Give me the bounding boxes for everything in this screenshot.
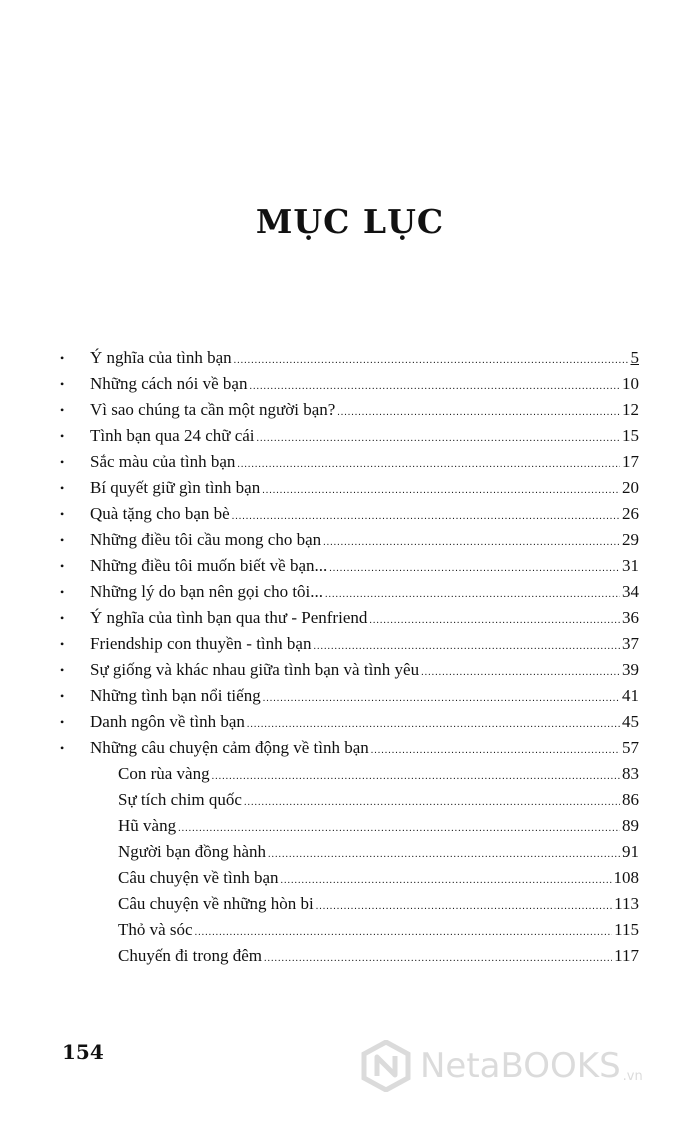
toc-entry-label: Những điều tôi cầu mong cho bạn bbox=[90, 530, 322, 549]
toc-entry-page: 57 bbox=[622, 738, 639, 757]
toc-subentry-page: 115 bbox=[614, 920, 639, 939]
bullet: • bbox=[60, 455, 65, 469]
toc-entry-page: 34 bbox=[622, 582, 639, 601]
toc-entry-page: 31 bbox=[622, 556, 639, 575]
toc-entry[interactable] bbox=[0, 657, 639, 683]
bullet: • bbox=[60, 689, 65, 703]
toc-entry-page: 5 bbox=[630, 348, 639, 367]
toc-subentry[interactable] bbox=[0, 943, 639, 969]
toc-entry-label: Những tình bạn nổi tiếng bbox=[90, 686, 261, 705]
toc-subentry-page: 91 bbox=[622, 842, 639, 861]
toc-entry-page: 26 bbox=[622, 504, 639, 523]
toc-subentry-page: 86 bbox=[622, 790, 639, 809]
toc-entry-label: Sự giống và khác nhau giữa tình bạn và tình yêu bbox=[90, 660, 420, 679]
toc-subentry-label: Người bạn đồng hành bbox=[118, 842, 267, 861]
toc-entry[interactable] bbox=[0, 423, 639, 449]
toc-entry-label: Friendship con thuyền - tình bạn bbox=[90, 634, 312, 653]
toc-subentry[interactable] bbox=[0, 761, 639, 787]
bullet: • bbox=[60, 533, 65, 547]
bullet: • bbox=[60, 585, 65, 599]
toc-entry-label: Danh ngôn về tình bạn bbox=[90, 712, 245, 731]
toc-subentry-label: Hũ vàng bbox=[118, 816, 177, 835]
toc-subentry-label: Câu chuyện về tình bạn bbox=[118, 868, 279, 887]
toc-entry-page: 20 bbox=[622, 478, 639, 497]
bullet: • bbox=[60, 429, 65, 443]
toc-entry-label: Ý nghĩa của tình bạn bbox=[90, 348, 232, 367]
toc-entry[interactable] bbox=[0, 735, 639, 761]
bullet: • bbox=[60, 741, 65, 755]
toc-entry[interactable] bbox=[0, 371, 639, 397]
toc-subentry-page: 113 bbox=[614, 894, 639, 913]
toc-entry-page: 10 bbox=[622, 374, 639, 393]
toc-subentry-label: Câu chuyện về những hòn bi bbox=[118, 894, 314, 913]
toc-entry-label: Ý nghĩa của tình bạn qua thư - Penfriend bbox=[90, 608, 368, 627]
bullet: • bbox=[60, 715, 65, 729]
bullet: • bbox=[60, 663, 65, 677]
toc-entry[interactable] bbox=[0, 345, 639, 371]
toc-entry[interactable] bbox=[0, 605, 639, 631]
toc-entry-page: 17 bbox=[622, 452, 639, 471]
toc-entry-label: Bí quyết giữ gìn tình bạn bbox=[90, 478, 261, 497]
toc-entry-page: 12 bbox=[622, 400, 639, 419]
toc-subentry-page: 117 bbox=[614, 946, 639, 965]
bullet: • bbox=[60, 559, 65, 573]
toc-entry-label: Những cách nói về bạn bbox=[90, 374, 248, 393]
toc-entry-label: Những câu chuyện cảm động về tình bạn bbox=[90, 738, 369, 757]
bullet: • bbox=[60, 351, 65, 365]
toc-entry-page: 39 bbox=[622, 660, 639, 679]
toc-entry-label: Những lý do bạn nên gọi cho tôi... bbox=[90, 582, 324, 601]
toc-subentry-label: Chuyến đi trong đêm bbox=[118, 946, 263, 965]
netabooks-logo-icon bbox=[360, 1040, 412, 1092]
toc-entry-label: Quà tặng cho bạn bè bbox=[90, 504, 230, 523]
toc-entry[interactable] bbox=[0, 527, 639, 553]
toc-entry[interactable] bbox=[0, 631, 639, 657]
toc-entry[interactable] bbox=[0, 501, 639, 527]
toc-entry-page: 36 bbox=[622, 608, 639, 627]
toc-entry[interactable] bbox=[0, 475, 639, 501]
toc-subentry[interactable] bbox=[0, 891, 639, 917]
toc-subentry[interactable] bbox=[0, 787, 639, 813]
toc-subentry-label: Thỏ và sóc bbox=[118, 920, 193, 939]
toc-entry[interactable] bbox=[0, 579, 639, 605]
bullet: • bbox=[60, 507, 65, 521]
watermark bbox=[360, 1040, 643, 1092]
page-number: 154 bbox=[62, 1040, 104, 1064]
watermark-text: NetaBOOKS bbox=[420, 1046, 621, 1086]
bullet: • bbox=[60, 403, 65, 417]
toc-entry[interactable] bbox=[0, 449, 639, 475]
toc-entry-page: 41 bbox=[622, 686, 639, 705]
toc-entry-page: 37 bbox=[622, 634, 639, 653]
toc-entry-label: Tình bạn qua 24 chữ cái bbox=[90, 426, 255, 445]
bullet: • bbox=[60, 377, 65, 391]
toc-entry[interactable] bbox=[0, 397, 639, 423]
dot-leader bbox=[264, 946, 612, 972]
toc-entry[interactable] bbox=[0, 683, 639, 709]
toc-entry-page: 15 bbox=[622, 426, 639, 445]
toc-entry-label: Vì sao chúng ta cần một người bạn? bbox=[90, 400, 336, 419]
bullet: • bbox=[60, 611, 65, 625]
toc-subentry[interactable] bbox=[0, 917, 639, 943]
toc-subentry-page: 83 bbox=[622, 764, 639, 783]
toc-subentry-label: Sự tích chim quốc bbox=[118, 790, 242, 809]
toc-entry[interactable] bbox=[0, 553, 639, 579]
toc-entry-label: Sắc màu của tình bạn bbox=[90, 452, 236, 471]
toc-subentry-page: 108 bbox=[613, 868, 639, 887]
toc-entry[interactable] bbox=[0, 709, 639, 735]
toc-entry-page: 29 bbox=[622, 530, 639, 549]
bullet: • bbox=[60, 481, 65, 495]
toc-subentry[interactable] bbox=[0, 839, 639, 865]
toc-subentry[interactable] bbox=[0, 813, 639, 839]
toc-subentry-label: Con rùa vàng bbox=[118, 764, 210, 783]
toc-entry-page: 45 bbox=[622, 712, 639, 731]
table-of-contents bbox=[0, 345, 700, 969]
bullet: • bbox=[60, 637, 65, 651]
toc-entry-label: Những điều tôi muốn biết về bạn... bbox=[90, 556, 328, 575]
watermark-suffix: .vn bbox=[622, 1069, 643, 1084]
toc-subentry-page: 89 bbox=[622, 816, 639, 835]
toc-subentry[interactable] bbox=[0, 865, 639, 891]
page-title: MỤC LỤC bbox=[255, 202, 445, 241]
